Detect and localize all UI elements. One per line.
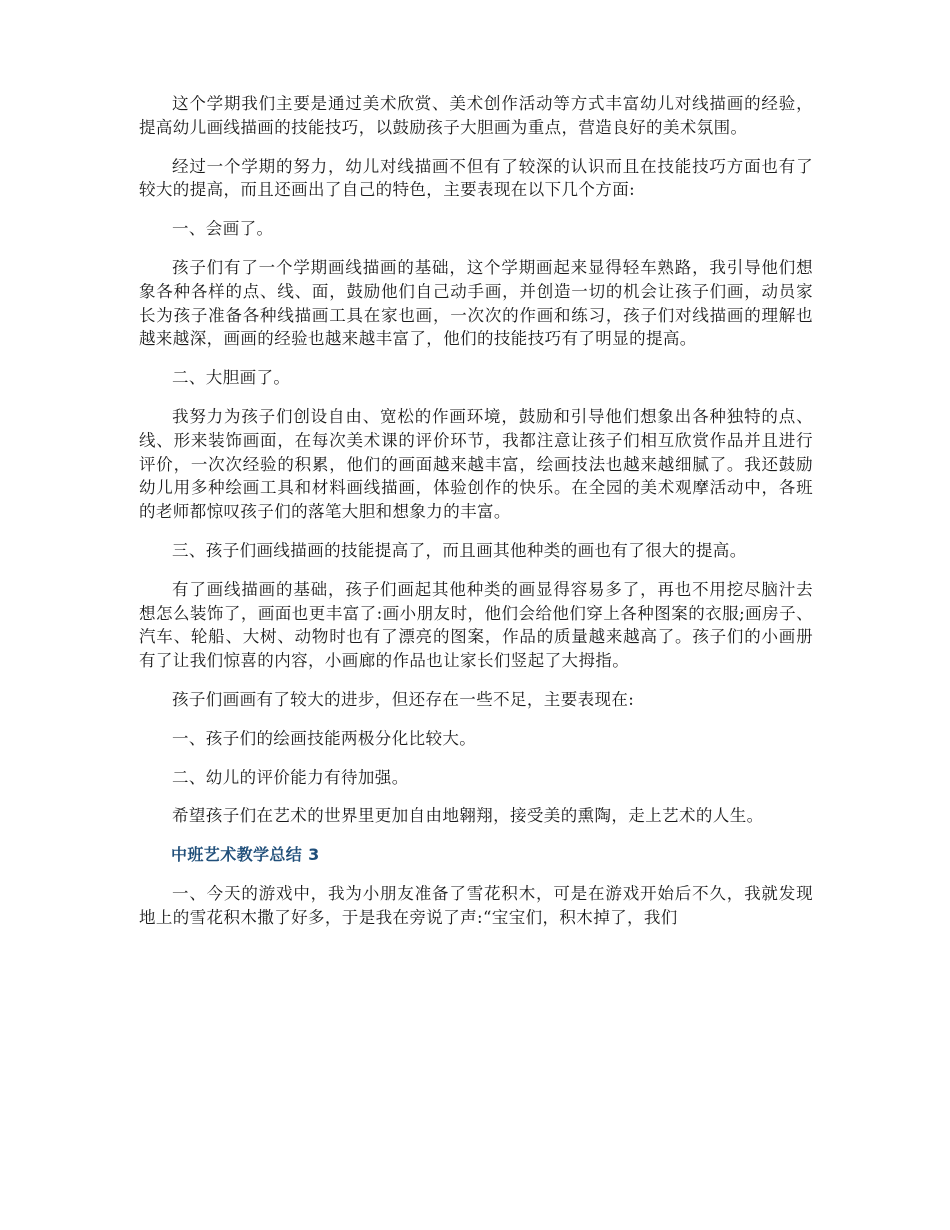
paragraph-intro: 这个学期我们主要是通过美术欣赏、美术创作活动等方式丰富幼儿对线描画的经验，提高幼儿画线描画的技能技巧，以鼓励孩子大胆画为重点，营造良好的美术氛围。 xyxy=(139,94,813,137)
shortcoming-two: 二、幼儿的评价能力有待加强。 xyxy=(172,767,409,787)
document-body xyxy=(139,92,813,945)
point-two-title: 二、大胆画了。 xyxy=(172,368,291,388)
paragraph-closing: 希望孩子们在艺术的世界里更加自由地翱翔，接受美的熏陶，走上艺术的人生。 xyxy=(172,806,764,826)
paragraph-shortcomings: 孩子们画画有了较大的进步，但还存在一些不足，主要表现在: xyxy=(172,689,635,709)
section-heading: 中班艺术教学总结 3 xyxy=(171,845,320,865)
paragraph-section-three-start: 一、今天的游戏中，我为小朋友准备了雪花积木，可是在游戏开始后不久，我就发现地上的雪花积木撒了好多，于是我在旁说了声:“宝宝们，积木掉了，我们 xyxy=(139,883,813,927)
paragraph-point-three: 有了画线描画的基础，孩子们画起其他种类的画显得容易多了，再也不用挖尽脑汁去想怎么装饰了，画面也更丰富了:画小朋友时，他们会给他们穿上各种图案的衣服;画房子、汽车、轮船、大树、动物时也有了漂亮的图案，作品的质量越来越高了。孩子们的小画册有了让我们惊喜的内容，小画廊的作品也让家长们竖起了大拇指。 xyxy=(139,579,813,671)
point-one-title: 一、会画了。 xyxy=(172,219,274,239)
shortcoming-one: 一、孩子们的绘画技能两极分化比较大。 xyxy=(172,728,477,748)
paragraph-point-one: 孩子们有了一个学期画线描画的基础，这个学期画起来显得轻车熟路，我引导他们想象各种各样的点、线、面，鼓励他们自己动手画，并创造一切的机会让孩子们画，动员家长为孩子准备各种线描画工具在家也画，一次次的作画和练习，孩子们对线描画的理解也越来越深，画画的经验也越来越丰富了，他们的技能技巧有了明显的提高。 xyxy=(139,257,813,349)
point-three-title: 三、孩子们画线描画的技能提高了，而且画其他种类的画也有了很大的提高。 xyxy=(172,540,747,560)
paragraph-progress: 经过一个学期的努力，幼儿对线描画不但有了较深的认识而且在技能技巧方面也有了较大的提高，而且还画出了自己的特色，主要表现在以下几个方面: xyxy=(139,156,813,200)
paragraph-point-two: 我努力为孩子们创设自由、宽松的作画环境，鼓励和引导他们想象出各种独特的点、线、形来装饰画面，在每次美术课的评价环节，我都注意让孩子们相互欣赏作品并且进行评价，一次次经验的积累，他们的画面越来越丰富，绘画技法也越来越细腻了。我还鼓励幼儿用多种绘画工具和材料画线描画，体验创作的快乐。在全园的美术观摩活动中，各班的老师都惊叹孩子们的落笔大胆和想象力的丰富。 xyxy=(139,406,813,522)
